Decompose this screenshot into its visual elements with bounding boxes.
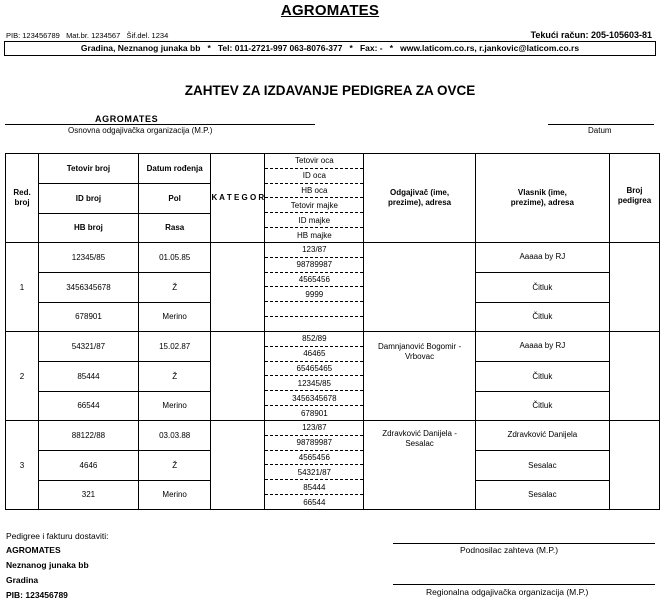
parent-value bbox=[265, 317, 363, 331]
header-red-broj: Red. broj bbox=[6, 154, 39, 243]
header-tetovir-oca: Tetovir oca bbox=[265, 154, 363, 169]
row-number: 3 bbox=[6, 421, 39, 510]
cell-odgajivac: Zdravković Danijela - Sesalac bbox=[364, 421, 475, 510]
parent-value: 46465 bbox=[265, 347, 363, 362]
applicant-label: Podnosilac zahteva (M.P.) bbox=[460, 545, 559, 555]
parent-value: 98789987 bbox=[265, 258, 363, 273]
parent-value: 3456345678 bbox=[265, 391, 363, 406]
org-label: Osnovna odgajivačka organizacija (M.P.) bbox=[68, 126, 213, 135]
parent-value: 98789987 bbox=[265, 436, 363, 451]
cell-datum: 03.03.88 bbox=[138, 421, 211, 451]
cell-kategorija bbox=[211, 332, 265, 421]
header-hb-majke: HB majke bbox=[296, 230, 332, 240]
applicant-signature-line bbox=[393, 543, 655, 544]
cell-kategorija bbox=[211, 243, 265, 332]
parent-value bbox=[265, 302, 363, 317]
parent-value: 4565456 bbox=[265, 451, 363, 466]
org-signature-line bbox=[5, 124, 315, 125]
parent-value: 85444 bbox=[265, 480, 363, 495]
parent-value: 123/87 bbox=[265, 421, 363, 436]
org-name: AGROMATES bbox=[95, 114, 159, 124]
cell-vlasnik: Zdravković Danijela bbox=[475, 421, 609, 451]
cell-id: 85444 bbox=[39, 362, 139, 391]
cell-vlasnik: Čitluk bbox=[475, 391, 609, 420]
cell-vlasnik: Čitluk bbox=[475, 362, 609, 391]
pedigree-table bbox=[5, 153, 660, 510]
parent-value: 54321/87 bbox=[265, 465, 363, 480]
cell-vlasnik: Čitluk bbox=[475, 302, 609, 331]
header-tetovir-majke: Tetovir majke bbox=[265, 198, 363, 213]
pib-text: PIB: 123456789 bbox=[6, 31, 60, 40]
header-broj-pedigrea: Broj pedigrea bbox=[610, 154, 660, 243]
sif-del-text: Šif.del. 1234 bbox=[126, 31, 169, 40]
date-line bbox=[548, 124, 654, 125]
cell-pol: Ž bbox=[138, 362, 211, 391]
row-number: 2 bbox=[6, 332, 39, 421]
cell-parents bbox=[265, 332, 364, 421]
address-line: Gradina, Neznanog junaka bb * Tel: 011-2721-997 063-8076-377 * Fax: - * www.laticom.co.rs, r.jankovic@laticom.co.rs bbox=[4, 41, 656, 56]
regional-signature-line bbox=[393, 584, 655, 585]
company-title: AGROMATES bbox=[280, 2, 380, 19]
regional-label: Regionalna odgajivačka organizacija (M.P.) bbox=[426, 587, 589, 597]
cell-vlasnik: Aaaaa by RJ bbox=[475, 332, 609, 362]
cell-rasa: Merino bbox=[138, 480, 211, 509]
parent-value: 4565456 bbox=[265, 273, 363, 288]
parent-value: 65465465 bbox=[265, 362, 363, 377]
header-hb-broj: HB broj bbox=[39, 213, 139, 242]
cell-hb: 678901 bbox=[39, 302, 139, 331]
cell-tetovir: 12345/85 bbox=[39, 243, 139, 273]
header-vlasnik: Vlasnik (ime, prezime), adresa bbox=[475, 154, 609, 243]
cell-odgajivac bbox=[364, 243, 475, 332]
header-id-oca: ID oca bbox=[265, 169, 363, 184]
cell-parents bbox=[265, 243, 364, 332]
header-datum-rodjenja: Datum rođenja bbox=[138, 154, 211, 184]
header-tetovir-broj: Tetovir broj bbox=[39, 154, 139, 184]
cell-rasa: Merino bbox=[138, 302, 211, 331]
registration-info bbox=[6, 31, 168, 40]
cell-vlasnik: Sesalac bbox=[475, 451, 609, 480]
row-number: 1 bbox=[6, 243, 39, 332]
parent-value: 66544 bbox=[303, 497, 326, 507]
header-odgajivac: Odgajivač (ime, prezime), adresa bbox=[364, 154, 475, 243]
cell-odgajivac: Damnjanović Bogomir - Vrbovac bbox=[364, 332, 475, 421]
header-id-majke: ID majke bbox=[265, 213, 363, 228]
cell-hb: 321 bbox=[39, 480, 139, 509]
cell-pol: Ž bbox=[138, 451, 211, 480]
parent-value: 9999 bbox=[265, 287, 363, 302]
deliver-line: AGROMATES bbox=[6, 545, 61, 555]
cell-tetovir: 54321/87 bbox=[39, 332, 139, 362]
cell-pol: Ž bbox=[138, 273, 211, 302]
cell-datum: 15.02.87 bbox=[138, 332, 211, 362]
parent-value: 123/87 bbox=[265, 243, 363, 258]
cell-datum: 01.05.85 bbox=[138, 243, 211, 273]
cell-rasa: Merino bbox=[138, 391, 211, 420]
cell-id: 4646 bbox=[39, 451, 139, 480]
mat-br-text: Mat.br. 1234567 bbox=[66, 31, 121, 40]
bank-account: Tekući račun: 205-105603-81 bbox=[530, 30, 652, 40]
header-kategorija: K A T E G O R bbox=[211, 154, 265, 243]
cell-parents bbox=[265, 421, 364, 510]
deliver-line: Gradina bbox=[6, 575, 39, 585]
header-pol: Pol bbox=[138, 184, 211, 213]
deliver-label: Pedigree i fakturu dostaviti: bbox=[6, 531, 109, 541]
cell-broj-pedigrea bbox=[610, 332, 660, 421]
cell-kategorija bbox=[211, 421, 265, 510]
deliver-line: PIB: 123456789 bbox=[6, 590, 68, 600]
parent-value: 12345/85 bbox=[265, 376, 363, 391]
cell-vlasnik: Čitluk bbox=[475, 273, 609, 302]
deliver-line: Neznanog junaka bb bbox=[6, 560, 89, 570]
cell-vlasnik: Sesalac bbox=[475, 480, 609, 509]
header-rasa: Rasa bbox=[138, 213, 211, 242]
cell-id: 3456345678 bbox=[39, 273, 139, 302]
cell-broj-pedigrea bbox=[610, 243, 660, 332]
cell-vlasnik: Aaaaa by RJ bbox=[475, 243, 609, 273]
cell-tetovir: 88122/88 bbox=[39, 421, 139, 451]
date-label: Datum bbox=[588, 126, 612, 135]
header-hb-oca: HB oca bbox=[265, 184, 363, 199]
cell-broj-pedigrea bbox=[610, 421, 660, 510]
form-title: ZAHTEV ZA IZDAVANJE PEDIGREA ZA OVCE bbox=[184, 83, 476, 98]
parent-value: 852/89 bbox=[265, 332, 363, 347]
header-id-broj: ID broj bbox=[39, 184, 139, 213]
header-parents bbox=[265, 154, 364, 243]
parent-value: 678901 bbox=[300, 408, 328, 418]
cell-hb: 66544 bbox=[39, 391, 139, 420]
